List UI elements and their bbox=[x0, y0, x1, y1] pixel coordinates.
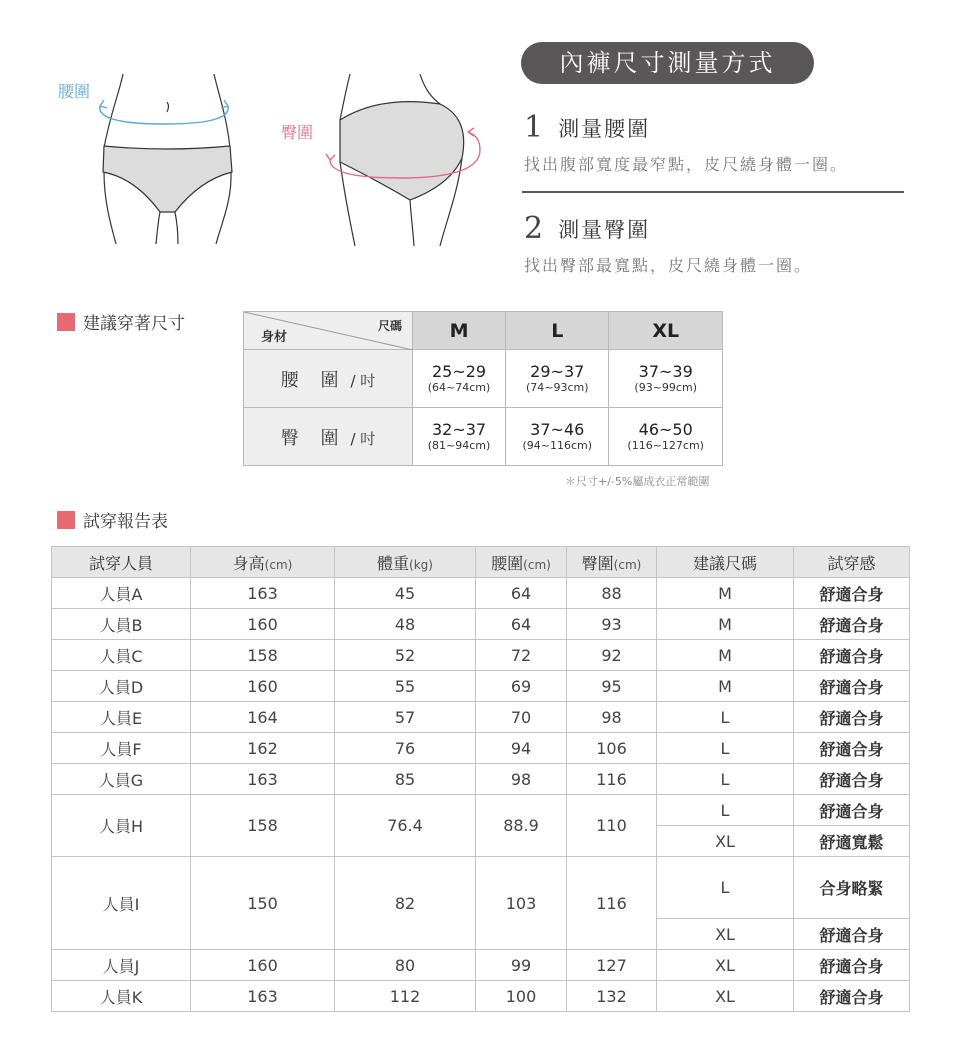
fit-feeling: 舒適合身 bbox=[794, 733, 910, 764]
column-header-unit: (kg) bbox=[409, 557, 433, 572]
tester-name: 人員B bbox=[52, 609, 191, 640]
height-value: 163 bbox=[191, 578, 335, 609]
suggested-size: M bbox=[657, 640, 794, 671]
tester-name: 人員H bbox=[52, 795, 191, 857]
tester-name: 人員D bbox=[52, 671, 191, 702]
step-number: 1 bbox=[524, 110, 544, 145]
height-value: 158 bbox=[191, 640, 335, 671]
tester-name: 人員E bbox=[52, 702, 191, 733]
fit-feeling: 舒適合身 bbox=[794, 919, 910, 950]
fit-feeling: 舒適合身 bbox=[794, 764, 910, 795]
step-2 bbox=[524, 211, 650, 246]
size-row-waist bbox=[244, 350, 723, 408]
suggested-size: L bbox=[657, 702, 794, 733]
tester-name: 人員I bbox=[52, 857, 191, 950]
fit-feeling: 舒適合身 bbox=[794, 702, 910, 733]
fit-feeling: 舒適合身 bbox=[794, 795, 910, 826]
tester-name: 人員F bbox=[52, 733, 191, 764]
step-number: 2 bbox=[524, 211, 544, 246]
step-title: 測量臀圍 bbox=[558, 217, 651, 242]
hip-value: 127 bbox=[567, 950, 657, 981]
height-value: 163 bbox=[191, 981, 335, 1012]
hip-value: 88 bbox=[567, 578, 657, 609]
size-tolerance-note: ＊尺寸+/-5%屬成衣正常範圍 bbox=[565, 475, 710, 488]
side-underwear bbox=[340, 102, 464, 200]
waist-value: 88.9 bbox=[476, 795, 567, 857]
column-header-unit: (cm) bbox=[264, 557, 293, 572]
suggested-size: XL bbox=[657, 950, 794, 981]
height-value: 160 bbox=[191, 671, 335, 702]
waist-value: 98 bbox=[476, 764, 567, 795]
weight-value: 45 bbox=[335, 578, 476, 609]
height-value: 162 bbox=[191, 733, 335, 764]
fit-report-table bbox=[51, 546, 910, 1012]
fit-feeling: 舒適合身 bbox=[794, 609, 910, 640]
table-row bbox=[52, 733, 910, 764]
waist-value: 100 bbox=[476, 981, 567, 1012]
hip-value: 92 bbox=[567, 640, 657, 671]
corner-body-label: 身材 bbox=[261, 330, 288, 345]
column-header-label: 身高 bbox=[232, 553, 265, 573]
suggested-size: M bbox=[657, 578, 794, 609]
suggested-size: L bbox=[657, 764, 794, 795]
suggested-size: M bbox=[657, 609, 794, 640]
cm-range: (94~116cm) bbox=[522, 438, 593, 452]
column-header-label: 試穿感 bbox=[827, 553, 876, 573]
waist-figure bbox=[103, 74, 232, 244]
fit-feeling: 舒適合身 bbox=[794, 640, 910, 671]
size-header-m: M bbox=[413, 312, 506, 350]
step-description: 找出臀部最寬點，皮尺繞身體一圈。 bbox=[524, 256, 813, 275]
column-header bbox=[567, 547, 657, 578]
weight-value: 80 bbox=[335, 950, 476, 981]
weight-value: 55 bbox=[335, 671, 476, 702]
inch-range: 29~37 bbox=[530, 361, 585, 381]
column-header bbox=[191, 547, 335, 578]
inch-range: 25~29 bbox=[431, 361, 487, 381]
waist-value: 70 bbox=[476, 702, 567, 733]
waist-value: 64 bbox=[476, 578, 567, 609]
table-row bbox=[52, 795, 910, 826]
howto-title: 內褲尺寸測量方式 bbox=[521, 42, 814, 84]
height-value: 160 bbox=[191, 609, 335, 640]
height-value: 163 bbox=[191, 764, 335, 795]
report-header-row bbox=[52, 547, 910, 578]
row-label: 臀 圍 bbox=[280, 427, 347, 449]
table-row bbox=[52, 764, 910, 795]
tester-name: 人員C bbox=[52, 640, 191, 671]
column-header bbox=[794, 547, 910, 578]
waist-label: 腰圍 bbox=[58, 82, 91, 101]
size-value bbox=[413, 350, 506, 408]
size-table-corner bbox=[244, 312, 413, 350]
table-row bbox=[52, 857, 910, 919]
size-value bbox=[506, 408, 609, 466]
height-value: 150 bbox=[191, 857, 335, 950]
hip-value: 132 bbox=[567, 981, 657, 1012]
inch-range: 37~46 bbox=[530, 419, 585, 439]
fit-feeling: 舒適合身 bbox=[794, 950, 910, 981]
waist-value: 94 bbox=[476, 733, 567, 764]
table-row bbox=[52, 609, 910, 640]
table-row bbox=[52, 640, 910, 671]
suggested-size: XL bbox=[657, 826, 794, 857]
hip-figure bbox=[340, 74, 464, 246]
waist-value: 69 bbox=[476, 671, 567, 702]
hip-value: 110 bbox=[567, 795, 657, 857]
column-header-label: 建議尺碼 bbox=[692, 553, 757, 573]
measurement-illustrations bbox=[0, 0, 500, 260]
suggested-size: L bbox=[657, 795, 794, 826]
hip-value: 95 bbox=[567, 671, 657, 702]
cm-range: (64~74cm) bbox=[427, 380, 491, 394]
size-value bbox=[609, 408, 723, 466]
column-header-label: 體重 bbox=[377, 553, 410, 573]
hip-value: 106 bbox=[567, 733, 657, 764]
suggested-size: M bbox=[657, 671, 794, 702]
inch-range: 32~37 bbox=[431, 419, 487, 439]
heading-text: 試穿報告表 bbox=[83, 512, 168, 532]
table-row bbox=[52, 671, 910, 702]
fit-feeling: 舒適寬鬆 bbox=[794, 826, 910, 857]
tester-name: 人員J bbox=[52, 950, 191, 981]
row-label-hip bbox=[244, 408, 413, 466]
size-header-l: L bbox=[506, 312, 609, 350]
step-1 bbox=[524, 110, 650, 145]
hip-label: 臀圍 bbox=[281, 123, 314, 142]
column-header-label: 腰圍 bbox=[491, 553, 524, 573]
column-header-unit: (cm) bbox=[613, 557, 642, 572]
tester-name: 人員G bbox=[52, 764, 191, 795]
waist-value: 103 bbox=[476, 857, 567, 950]
height-value: 164 bbox=[191, 702, 335, 733]
cm-range: (93~99cm) bbox=[634, 380, 697, 394]
row-label-waist bbox=[244, 350, 413, 408]
hip-value: 93 bbox=[567, 609, 657, 640]
size-table bbox=[243, 311, 723, 466]
report-section-heading bbox=[57, 507, 168, 532]
size-value bbox=[506, 350, 609, 408]
step-description: 找出腹部寬度最窄點，皮尺繞身體一圈。 bbox=[524, 155, 849, 174]
table-row bbox=[52, 578, 910, 609]
waist-value: 99 bbox=[476, 950, 567, 981]
hip-value: 116 bbox=[567, 857, 657, 950]
column-header bbox=[657, 547, 794, 578]
size-value bbox=[609, 350, 723, 408]
step-title: 測量腰圍 bbox=[558, 116, 651, 141]
suggested-size: XL bbox=[657, 919, 794, 950]
heading-text: 建議穿著尺寸 bbox=[83, 314, 185, 334]
row-unit: / 吋 bbox=[350, 371, 376, 390]
column-header bbox=[52, 547, 191, 578]
column-header bbox=[476, 547, 567, 578]
column-header-unit: (cm) bbox=[523, 557, 551, 572]
column-header-label: 試穿人員 bbox=[88, 553, 153, 573]
tester-name: 人員A bbox=[52, 578, 191, 609]
weight-value: 76 bbox=[335, 733, 476, 764]
tester-name: 人員K bbox=[52, 981, 191, 1012]
row-unit: / 吋 bbox=[350, 429, 376, 448]
weight-value: 85 bbox=[335, 764, 476, 795]
waist-measure-line bbox=[100, 100, 228, 124]
corner-size-label: 尺碼 bbox=[377, 319, 402, 333]
hip-value: 98 bbox=[567, 702, 657, 733]
table-row bbox=[52, 981, 910, 1012]
front-underwear bbox=[103, 146, 232, 212]
fit-feeling: 舒適合身 bbox=[794, 578, 910, 609]
table-row bbox=[52, 950, 910, 981]
size-section-heading bbox=[57, 309, 185, 334]
weight-value: 82 bbox=[335, 857, 476, 950]
weight-value: 48 bbox=[335, 609, 476, 640]
waist-value: 72 bbox=[476, 640, 567, 671]
weight-value: 112 bbox=[335, 981, 476, 1012]
column-header-label: 臀圍 bbox=[581, 553, 614, 573]
suggested-size: L bbox=[657, 857, 794, 919]
inch-range: 46~50 bbox=[638, 419, 693, 439]
row-label: 腰 圍 bbox=[280, 369, 347, 391]
size-value bbox=[413, 408, 506, 466]
size-row-hip bbox=[244, 408, 723, 466]
weight-value: 57 bbox=[335, 702, 476, 733]
fit-feeling: 舒適合身 bbox=[794, 671, 910, 702]
fit-feeling: 舒適合身 bbox=[794, 981, 910, 1012]
weight-value: 52 bbox=[335, 640, 476, 671]
height-value: 158 bbox=[191, 795, 335, 857]
fit-feeling: 合身略緊 bbox=[794, 857, 910, 919]
column-header bbox=[335, 547, 476, 578]
cm-range: (81~94cm) bbox=[427, 438, 491, 452]
hip-value: 116 bbox=[567, 764, 657, 795]
cm-range: (74~93cm) bbox=[525, 380, 589, 394]
heading-marker bbox=[57, 511, 75, 529]
heading-marker bbox=[57, 313, 75, 331]
size-header-row bbox=[244, 312, 723, 350]
cm-range: (116~127cm) bbox=[627, 438, 704, 452]
divider bbox=[522, 191, 904, 193]
suggested-size: L bbox=[657, 733, 794, 764]
weight-value: 76.4 bbox=[335, 795, 476, 857]
suggested-size: XL bbox=[657, 981, 794, 1012]
inch-range: 37~39 bbox=[638, 361, 693, 381]
table-row bbox=[52, 702, 910, 733]
height-value: 160 bbox=[191, 950, 335, 981]
report-body bbox=[52, 578, 910, 1012]
waist-value: 64 bbox=[476, 609, 567, 640]
size-header-xl: XL bbox=[609, 312, 723, 350]
